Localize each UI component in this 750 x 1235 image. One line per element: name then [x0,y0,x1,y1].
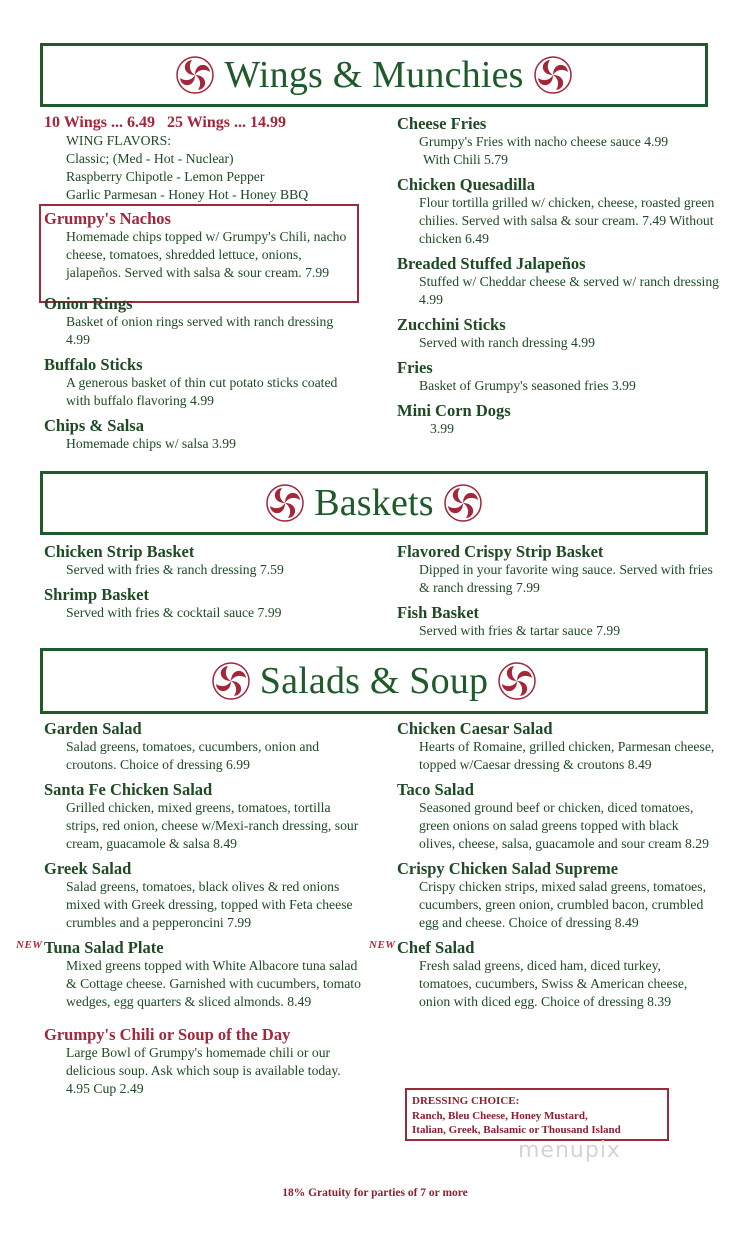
menu-item-name: Crispy Chicken Salad Supreme [397,859,619,878]
wing-flavors-line: Garlic Parmesan - Honey Hot - Honey BBQ [66,187,309,202]
menu-item-name: Cheese Fries [397,114,487,133]
watermark-logo: menupix [518,1138,621,1163]
menu-item-desc: 3.99 [430,421,454,436]
menu-item-name: Fries [397,358,433,377]
menu-item-desc: Crispy chicken strips, mixed salad greens, tomatoes, cucumbers, green onion, crumbled bacon, crumbled egg and cheese. Choice of dressing 8.49 [419,879,706,930]
baskets-right-column [397,542,717,646]
peppermint-swirl-icon [266,484,304,522]
menu-item-name: Tuna Salad Plate [44,938,164,957]
dressing-options-line: Italian, Greek, Balsamic or Thousand Island [412,1124,621,1136]
menu-item [44,585,374,622]
wing-flavors-line: Classic; (Med - Hot - Nuclear) [66,151,234,166]
gratuity-note: 18% Gratuity for parties of 7 or more [282,1187,468,1199]
menu-item [44,719,364,774]
menu-item-desc: Seasoned ground beef or chicken, diced tomatoes, green onions on salad greens topped with black olives, cheese, salsa, guacamole and sour cream 8.29 [419,800,709,851]
menu-item [44,542,374,579]
menu-item-name: Chicken Caesar Salad [397,719,553,738]
menu-item [16,938,364,1011]
peppermint-swirl-icon [534,56,572,94]
munchies-left-items [44,209,354,459]
menu-item [397,254,727,309]
menu-item-name: Fish Basket [397,603,480,622]
menu-item-desc: Hearts of Romaine, grilled chicken, Parmesan cheese, topped w/Caesar dressing & croutons 8.49 [419,739,715,772]
menu-item [44,859,364,932]
menu-item-desc: With Chili 5.79 [423,152,508,167]
menu-item [397,603,717,640]
menu-item-desc: Served with fries & cocktail sauce 7.99 [66,605,282,620]
menu-item-name: Breaded Stuffed Jalapeños [397,254,586,273]
menu-item-desc: Flour tortilla grilled w/ chicken, cheese, roasted green chilies. Served with salsa & sour cream. 7.49 Without chicken 6.49 [419,195,715,246]
menu-item-desc: Grilled chicken, mixed greens, tomatoes, tortilla strips, red onion, cheese w/Mexi-ranch dressing, sour cream, guacamole & salsa 8.49 [66,800,359,851]
menu-item [397,859,717,932]
wing-flavors-label: WING FLAVORS: [66,133,172,148]
menu-item-desc: A generous basket of thin cut potato sticks coated with buffalo flavoring 4.99 [66,375,338,408]
menu-item-desc: Stuffed w/ Cheddar cheese & served w/ ranch dressing 4.99 [419,274,720,307]
dressing-choice-box [405,1088,669,1141]
baskets-left-column [44,542,374,628]
menu-item-name: Chicken Quesadilla [397,175,535,194]
menu-item-desc: Served with fries & ranch dressing 7.59 [66,562,284,577]
menu-item-name: Chicken Strip Basket [44,542,195,561]
menu-item [44,355,354,410]
peppermint-swirl-icon [444,484,482,522]
peppermint-swirl-icon [212,662,250,700]
menu-item-name: Grumpy's Chili or Soup of the Day [44,1025,291,1044]
menu-item-name: Chips & Salsa [44,416,144,435]
menu-item [44,209,354,282]
menu-item-desc: Served with ranch dressing 4.99 [419,335,595,350]
menu-item-desc: Salad greens, tomatoes, cucumbers, onion and croutons. Choice of dressing 6.99 [66,739,320,772]
menu-item [397,175,727,248]
menu-item-desc: Homemade chips w/ salsa 3.99 [66,436,236,451]
section-title: Wings & Munchies [224,54,524,96]
section-title: Salads & Soup [259,660,489,702]
menu-item-name: Garden Salad [44,719,142,738]
section-header-salads-soup [40,648,708,714]
salads-left-column [16,719,364,1104]
wing-flavors-line: Raspberry Chipotle - Lemon Pepper [66,169,265,184]
menu-item [397,719,717,774]
menu-item-name: Greek Salad [44,859,132,878]
menu-item-desc: Fresh salad greens, diced ham, diced turkey, tomatoes, cucumbers, Swiss & American cheese, onion with diced egg. Choice of dressing 8.39 [419,958,688,1009]
munchies-right-column [397,114,727,444]
menu-item [44,416,354,453]
menu-item [397,114,727,169]
menu-item-name: Onion Rings [44,294,133,313]
menu-item-desc: Dipped in your favorite wing sauce. Served with fries & ranch dressing 7.99 [419,562,713,595]
menu-item-desc: Homemade chips topped w/ Grumpy's Chili, nacho cheese, tomatoes, shredded lettuce, onions, jalapeños. Served with salsa & sour cream. 7.99 [66,229,347,280]
menu-item [44,780,364,853]
menu-item-name: Zucchini Sticks [397,315,506,334]
section-header-wings-munchies [40,43,708,107]
dressing-options-line: Ranch, Bleu Cheese, Honey Mustard, [412,1109,588,1122]
menu-item [44,294,354,349]
menu-item-desc: Mixed greens topped with White Albacore tuna salad & Cottage cheese. Garnished with cucumbers, tomato wedges, egg quarters & sliced almonds. 8.49 [66,958,361,1009]
menu-item-desc: Served with fries & tartar sauce 7.99 [419,623,621,638]
section-header-baskets [40,471,708,535]
new-badge: NEW [16,939,43,951]
menu-item-desc: Basket of Grumpy's seasoned fries 3.99 [419,378,636,393]
menu-item-name: Taco Salad [397,780,474,799]
menu-item [397,542,717,597]
menu-item [397,315,727,352]
menu-item [369,938,717,1011]
menu-item-desc: Large Bowl of Grumpy's homemade chili or our delicious soup. Ask which soup is available today. 4.95 Cup 2.49 [66,1045,341,1096]
section-title: Baskets [314,482,434,524]
menu-item-name: Flavored Crispy Strip Basket [397,542,604,561]
peppermint-swirl-icon [498,662,536,700]
menu-item [397,401,727,438]
menu-item [397,358,727,395]
peppermint-swirl-icon [176,56,214,94]
salads-right-column [369,719,717,1017]
menu-item-name: Grumpy's Nachos [44,209,171,228]
menu-item-desc: Basket of onion rings served with ranch dressing 4.99 [66,314,334,347]
menu-item-desc: Salad greens, tomatoes, black olives & red onions mixed with Greek dressing, topped with Feta cheese crumbles and a pepperoncini 7.99 [66,879,353,930]
menu-item [44,1025,364,1098]
menu-item-desc: Grumpy's Fries with nacho cheese sauce 4.99 [419,134,669,149]
menu-item [397,780,717,853]
menu-item-name: Santa Fe Chicken Salad [44,780,213,799]
wings-price-line: 10 Wings ... 6.49 25 Wings ... 14.99 [44,114,286,131]
menu-item-name: Mini Corn Dogs [397,401,511,420]
munchies-left-column [44,114,364,210]
menu-item-name: Shrimp Basket [44,585,149,604]
menu-item-name: Chef Salad [397,938,475,957]
menu-item-name: Buffalo Sticks [44,355,143,374]
dressing-label: DRESSING CHOICE: [412,1095,520,1107]
wings-block [44,114,364,204]
new-badge: NEW [369,939,396,951]
